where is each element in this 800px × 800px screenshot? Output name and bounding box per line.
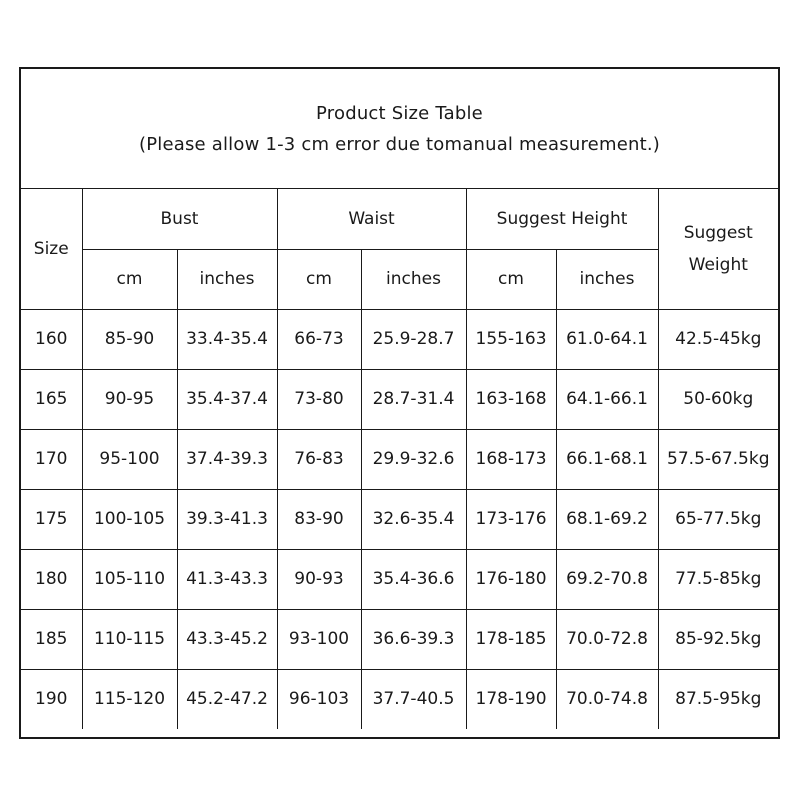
cell-height-inches: 68.1-69.2 xyxy=(556,489,658,549)
cell-size: 165 xyxy=(21,369,82,429)
cell-weight: 50-60kg xyxy=(658,369,778,429)
cell-size: 185 xyxy=(21,609,82,669)
cell-waist-cm: 66-73 xyxy=(277,309,361,369)
cell-size: 160 xyxy=(21,309,82,369)
header-bust: Bust xyxy=(82,189,277,249)
cell-bust-cm: 105-110 xyxy=(82,549,177,609)
cell-waist-inches: 35.4-36.6 xyxy=(361,549,466,609)
cell-height-inches: 70.0-74.8 xyxy=(556,669,658,729)
cell-height-inches: 69.2-70.8 xyxy=(556,549,658,609)
cell-bust-inches: 37.4-39.3 xyxy=(177,429,277,489)
cell-bust-inches: 33.4-35.4 xyxy=(177,309,277,369)
table-title: Product Size Table xyxy=(316,102,483,124)
cell-height-inches: 61.0-64.1 xyxy=(556,309,658,369)
cell-weight: 42.5-45kg xyxy=(658,309,778,369)
cell-height-cm: 155-163 xyxy=(466,309,556,369)
cell-weight: 65-77.5kg xyxy=(658,489,778,549)
cell-waist-cm: 90-93 xyxy=(277,549,361,609)
cell-height-cm: 178-185 xyxy=(466,609,556,669)
title-block xyxy=(21,69,778,189)
cell-waist-cm: 76-83 xyxy=(277,429,361,489)
cell-height-cm: 173-176 xyxy=(466,489,556,549)
cell-bust-cm: 100-105 xyxy=(82,489,177,549)
table-row xyxy=(21,549,778,609)
cell-bust-inches: 35.4-37.4 xyxy=(177,369,277,429)
cell-bust-cm: 95-100 xyxy=(82,429,177,489)
cell-height-cm: 168-173 xyxy=(466,429,556,489)
cell-size: 170 xyxy=(21,429,82,489)
cell-waist-inches: 25.9-28.7 xyxy=(361,309,466,369)
cell-weight: 85-92.5kg xyxy=(658,609,778,669)
cell-bust-inches: 39.3-41.3 xyxy=(177,489,277,549)
cell-bust-cm: 110-115 xyxy=(82,609,177,669)
table-row xyxy=(21,429,778,489)
cell-waist-cm: 83-90 xyxy=(277,489,361,549)
cell-height-inches: 66.1-68.1 xyxy=(556,429,658,489)
cell-weight: 87.5-95kg xyxy=(658,669,778,729)
cell-waist-cm: 93-100 xyxy=(277,609,361,669)
cell-weight: 77.5-85kg xyxy=(658,549,778,609)
header-size: Size xyxy=(21,189,82,309)
cell-waist-inches: 28.7-31.4 xyxy=(361,369,466,429)
cell-waist-inches: 29.9-32.6 xyxy=(361,429,466,489)
header-height-cm: cm xyxy=(466,249,556,309)
header-waist-cm: cm xyxy=(277,249,361,309)
table-body xyxy=(21,309,778,729)
header-waist: Waist xyxy=(277,189,466,249)
cell-size: 190 xyxy=(21,669,82,729)
cell-size: 180 xyxy=(21,549,82,609)
cell-waist-inches: 36.6-39.3 xyxy=(361,609,466,669)
table-subtitle: (Please allow 1-3 cm error due tomanual measurement.) xyxy=(139,133,660,155)
cell-bust-inches: 43.3-45.2 xyxy=(177,609,277,669)
header-bust-inches: inches xyxy=(177,249,277,309)
header-suggest-weight: Suggest Weight xyxy=(658,189,778,309)
cell-height-cm: 176-180 xyxy=(466,549,556,609)
header-height-inches: inches xyxy=(556,249,658,309)
header-suggest-height: Suggest Height xyxy=(466,189,658,249)
cell-weight: 57.5-67.5kg xyxy=(658,429,778,489)
cell-waist-inches: 32.6-35.4 xyxy=(361,489,466,549)
cell-height-cm: 163-168 xyxy=(466,369,556,429)
cell-bust-inches: 41.3-43.3 xyxy=(177,549,277,609)
cell-height-cm: 178-190 xyxy=(466,669,556,729)
table-row xyxy=(21,609,778,669)
table-row xyxy=(21,369,778,429)
size-table-document xyxy=(19,67,780,739)
table-header xyxy=(21,189,778,309)
header-bust-cm: cm xyxy=(82,249,177,309)
header-waist-inches: inches xyxy=(361,249,466,309)
table-row xyxy=(21,309,778,369)
cell-waist-cm: 73-80 xyxy=(277,369,361,429)
cell-size: 175 xyxy=(21,489,82,549)
cell-bust-cm: 85-90 xyxy=(82,309,177,369)
cell-height-inches: 64.1-66.1 xyxy=(556,369,658,429)
table-row xyxy=(21,669,778,729)
cell-height-inches: 70.0-72.8 xyxy=(556,609,658,669)
table-row xyxy=(21,489,778,549)
cell-bust-inches: 45.2-47.2 xyxy=(177,669,277,729)
cell-waist-cm: 96-103 xyxy=(277,669,361,729)
cell-waist-inches: 37.7-40.5 xyxy=(361,669,466,729)
cell-bust-cm: 90-95 xyxy=(82,369,177,429)
size-table xyxy=(21,189,778,729)
cell-bust-cm: 115-120 xyxy=(82,669,177,729)
